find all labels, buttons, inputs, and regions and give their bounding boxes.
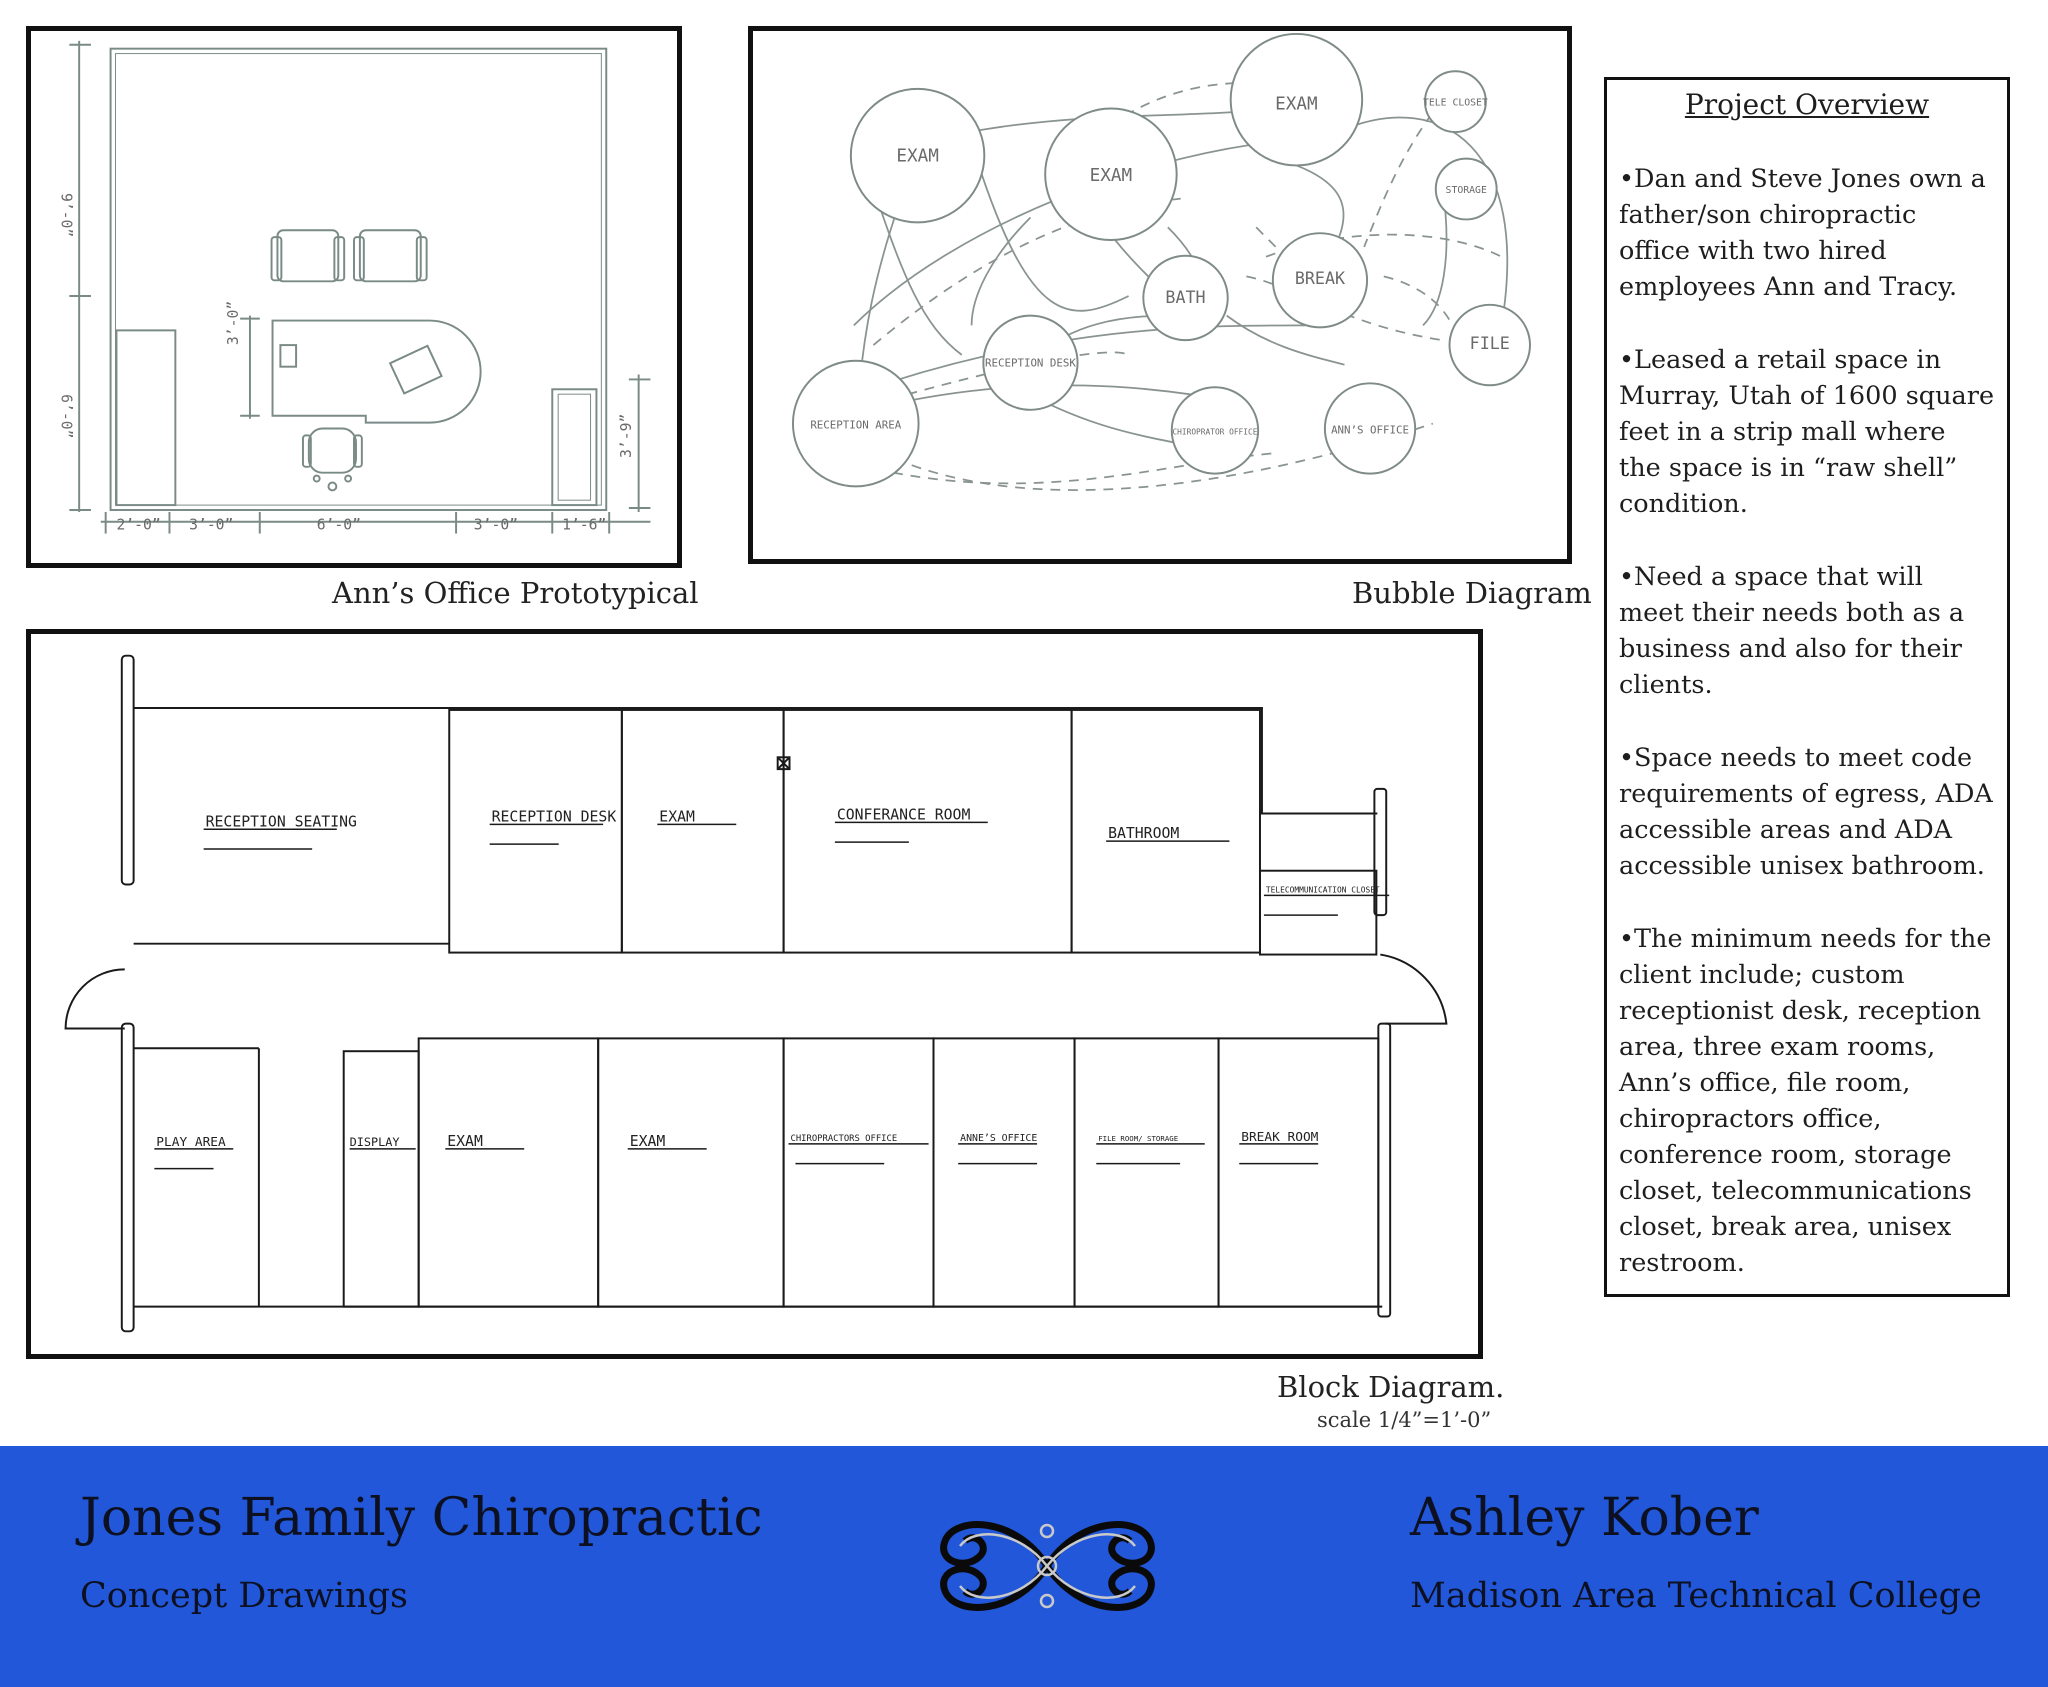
bubble-label-chiropractor-office: CHIROPRATOR OFFICE bbox=[1172, 427, 1258, 437]
bubble-label-exam-3: EXAM bbox=[1275, 94, 1318, 115]
overview-title: Project Overview bbox=[1684, 88, 1930, 121]
dim-bottom-1: 2’-0” bbox=[116, 516, 161, 534]
dim-bottom-5: 1’-6” bbox=[562, 516, 607, 534]
author-name: Ashley Kober bbox=[1410, 1488, 1759, 1548]
bubble-label-anns-office: ANN’S OFFICE bbox=[1331, 423, 1409, 437]
block-diagram-drawing bbox=[31, 634, 1478, 1354]
footer-banner bbox=[0, 1446, 2048, 1687]
guest-chair-right bbox=[360, 230, 421, 281]
credenza bbox=[116, 330, 175, 505]
bubble-label-break: BREAK bbox=[1294, 269, 1346, 289]
office-plan-drawing bbox=[31, 31, 677, 563]
overview-bullet-4: •Space needs to meet code requirements of egress, ADA accessible areas and ADA accessible unisex bathroom. bbox=[1619, 743, 1993, 881]
office-plan-caption: Ann’s Office Prototypical bbox=[332, 576, 699, 610]
bubble-label-reception-desk: RECEPTION DESK bbox=[985, 356, 1076, 370]
bubble-label-storage: STORAGE bbox=[1445, 184, 1487, 196]
bubble-diagram-panel bbox=[748, 26, 1572, 564]
dim-left-upper: 9’-0” bbox=[57, 192, 75, 238]
office-walls bbox=[111, 49, 607, 510]
project-overview-box bbox=[1604, 77, 2010, 1297]
block-display: DISPLAY bbox=[349, 1134, 400, 1149]
project-title: Jones Family Chiropractic bbox=[80, 1488, 763, 1548]
bubble-label-exam-1: EXAM bbox=[896, 146, 939, 167]
dim-bottom-4: 3’-0” bbox=[473, 516, 519, 534]
block-play-area: PLAY AREA bbox=[156, 1134, 226, 1150]
office-plan-panel bbox=[26, 26, 682, 568]
block-chiropractors-office: CHIROPRACTORS OFFICE bbox=[790, 1133, 898, 1144]
bookcase bbox=[552, 389, 596, 505]
bubble-label-tele-closet: TELE CLOSET bbox=[1422, 97, 1488, 109]
block-diagram-caption: Block Diagram. bbox=[1277, 1370, 1505, 1404]
block-diagram-scale: scale 1/4”=1’-0” bbox=[1317, 1408, 1492, 1432]
block-bathroom: BATHROOM bbox=[1108, 825, 1180, 843]
dim-bottom-3: 6’-0” bbox=[316, 516, 362, 534]
block-telecom-closet: TELECOMMUNICATION CLOSET bbox=[1265, 885, 1380, 895]
office-desk bbox=[273, 321, 481, 423]
rear-door-swing bbox=[1380, 955, 1446, 1024]
bubble-diagram-drawing bbox=[753, 31, 1567, 559]
bubble-label-exam-2: EXAM bbox=[1089, 166, 1133, 187]
school-name: Madison Area Technical College bbox=[1410, 1576, 1982, 1616]
overview-bullet-5: •The minimum needs for the client include; custom receptionist desk, reception area, three exam rooms, Ann’s office, file room, chiropractors office, conference room, storage closet, telecommunications closet, break area, unisex restroom. bbox=[1619, 924, 1992, 1278]
block-reception-seating: RECEPTION SEATING bbox=[205, 813, 357, 831]
block-exam-top: EXAM bbox=[659, 808, 695, 826]
entry-door-swing bbox=[66, 969, 125, 1028]
dim-left-lower: 6’-0” bbox=[57, 394, 75, 439]
bubble-label-bath: BATH bbox=[1165, 287, 1206, 307]
block-annes-office: ANNE’S OFFICE bbox=[960, 1132, 1038, 1144]
project-subtitle: Concept Drawings bbox=[80, 1576, 409, 1616]
block-exam-bottom-2: EXAM bbox=[629, 1132, 666, 1150]
scroll-ornament-icon bbox=[915, 1496, 1180, 1636]
block-break-room: BREAK ROOM bbox=[1241, 1129, 1319, 1145]
block-exam-bottom-1: EXAM bbox=[447, 1132, 483, 1150]
desk-chair bbox=[309, 429, 356, 473]
dim-right: 3’-9” bbox=[617, 413, 635, 458]
block-reception-desk: RECEPTION DESK bbox=[491, 808, 617, 826]
overview-bullet-2: •Leased a retail space in Murray, Utah of 1600 square feet in a strip mall where the space is in “raw shell” condition. bbox=[1619, 345, 1995, 519]
block-file-room-storage: FILE ROOM/ STORAGE bbox=[1098, 1133, 1179, 1143]
block-conference-room: CONFERANCE ROOM bbox=[836, 806, 971, 824]
bubble-label-file: FILE bbox=[1469, 333, 1510, 353]
overview-bullet-3: •Need a space that will meet their needs both as a business and also for their clients. bbox=[1619, 562, 1965, 700]
dim-bottom-2: 3’-0” bbox=[189, 516, 234, 534]
dim-desk: 3’-0” bbox=[225, 300, 243, 346]
overview-bullet-1: •Dan and Steve Jones own a father/son chiropractic office with two hired employees Ann and Tracy. bbox=[1619, 164, 1986, 302]
bubble-label-reception-area: RECEPTION AREA bbox=[810, 418, 902, 432]
bubble-diagram-caption: Bubble Diagram bbox=[1352, 576, 1592, 610]
block-diagram-panel bbox=[26, 629, 1483, 1359]
guest-chair-left bbox=[277, 230, 338, 281]
